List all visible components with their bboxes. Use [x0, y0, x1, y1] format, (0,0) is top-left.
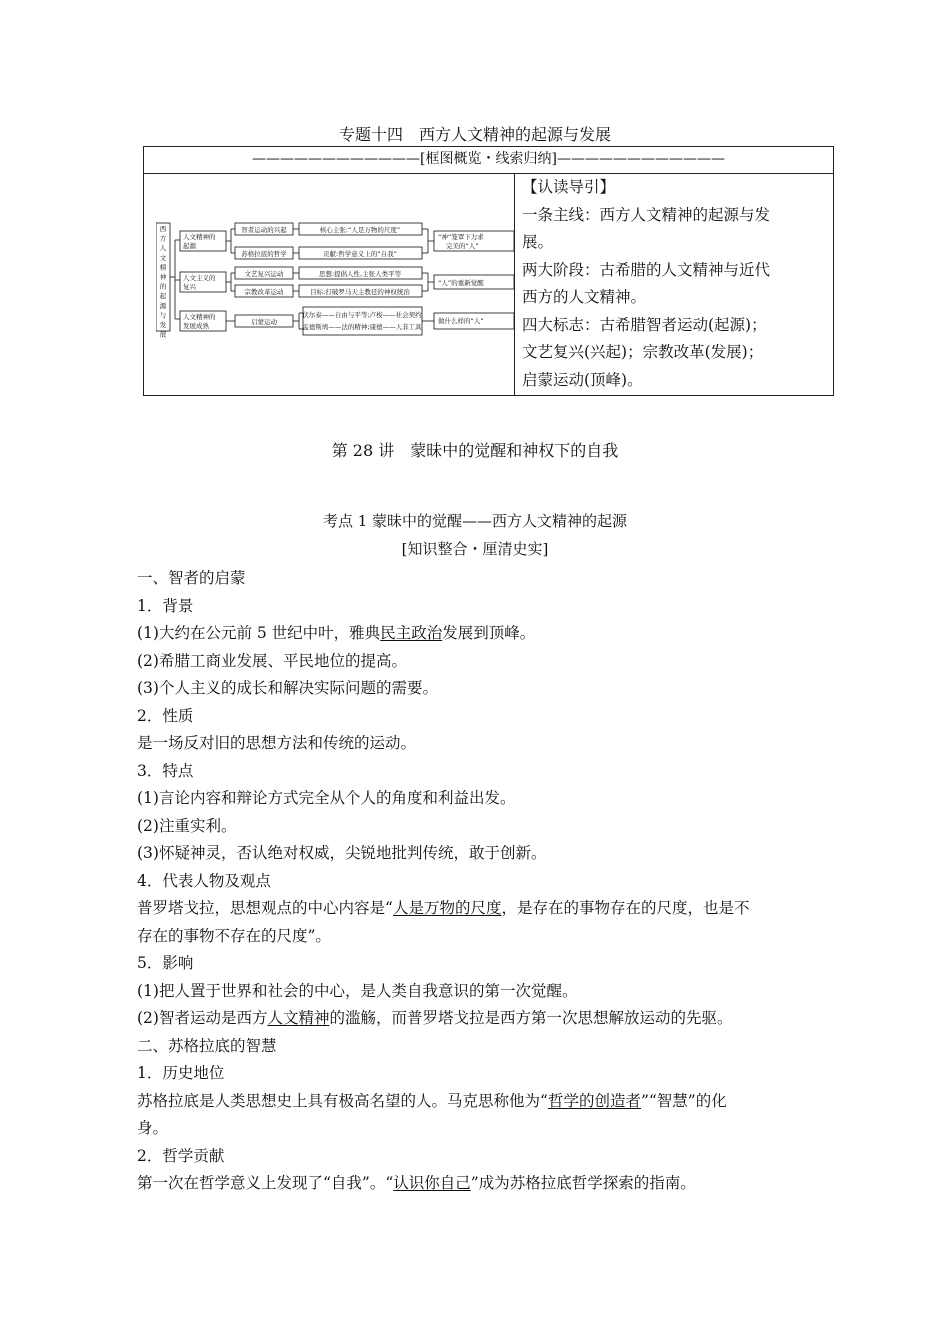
body-line	[137, 593, 817, 621]
framework-diagram-svg	[156, 195, 514, 345]
text-span: 2．性质	[137, 706, 194, 725]
diagram-root-char: 神	[159, 273, 167, 281]
diagram-item-detail: 目标:打破罗马天主教廷的神权统治	[310, 288, 410, 296]
text-span: 3．特点	[137, 761, 194, 780]
text-span: (2)希腊工商业发展、平民地位的提高。	[137, 651, 407, 670]
diagram-item-detail: 贡献:哲学意义上的“自我”	[323, 250, 397, 258]
text-span: 2．哲学贡献	[137, 1146, 225, 1165]
diagram-root-char: 西	[159, 225, 167, 233]
guide-line: 四大标志：古希腊智者运动(起源)；	[522, 315, 767, 334]
text-span: 是一场反对旧的思想方法和传统的运动。	[137, 734, 417, 752]
diagram-stage-label: 人文精神的	[183, 233, 216, 241]
body-line	[137, 620, 817, 648]
subsection-title: [知识整合・厘清史实]	[401, 540, 549, 558]
diagram-root-char: 人	[159, 244, 167, 253]
body-line	[137, 1088, 817, 1116]
diagram-root-char: 与	[159, 311, 167, 320]
topic-title: 专题十四 西方人文精神的起源与发展	[338, 125, 611, 144]
diagram-stage-label: 人文精神的	[183, 313, 216, 321]
box-header: ————————————[框图概览・线索归纳]————————————	[144, 147, 833, 174]
diagram-root-char: 展	[159, 330, 167, 339]
diagram-root-char: 起	[159, 292, 167, 301]
body-line	[137, 978, 817, 1006]
body-content	[137, 565, 817, 1198]
text-span: (3)个人主义的成长和解决实际问题的需要。	[137, 679, 438, 697]
text-span: 二、苏格拉底的智慧	[137, 1036, 277, 1055]
text-span: (2)智者运动是西方	[137, 1009, 268, 1027]
reading-guide	[522, 174, 827, 394]
diagram-stage-label: 起源	[183, 242, 196, 250]
body-line	[137, 950, 817, 978]
section-title: 考点 1 蒙昧中的觉醒——西方人文精神的起源	[322, 512, 628, 530]
body-line	[137, 840, 817, 868]
body-line	[137, 868, 817, 896]
diagram-root-char: 发	[159, 321, 167, 329]
diagram-item-name: 启蒙运动	[251, 318, 277, 326]
diagram-result: 完美的“人”	[446, 242, 479, 250]
guide-line: 文艺复兴(兴起)；宗教改革(发展)；	[522, 343, 764, 361]
text-span: (1)把人置于世界和社会的中心，是人类自我意识的第一次觉醒。	[137, 981, 578, 1000]
body-line	[137, 1060, 817, 1088]
text-span: 苏格拉底是人类思想史上具有极高名望的人。马克思称他为“	[137, 1091, 548, 1110]
diagram-item-detail: 孟德斯鸠——法的精神;康德——人非工具	[302, 323, 422, 331]
text-span: 一、智者的启蒙	[137, 569, 246, 587]
text-span: ，是存在的事物存在的尺度，也是不	[501, 899, 750, 917]
guide-line: 展。	[522, 233, 554, 251]
text-span: (1)大约在公元前 5 世纪中叶，雅典	[137, 624, 381, 642]
diagram-root-char: 精	[159, 263, 167, 272]
body-line	[137, 675, 817, 703]
body-line	[137, 813, 817, 841]
text-span: (2)注重实利。	[137, 816, 237, 835]
diagram-item-detail: 核心主张:“人是万物的尺度”	[319, 226, 401, 234]
diagram-result: 做什么样的“人”	[438, 317, 484, 325]
diagram-item-name: 智者运动的兴起	[241, 226, 287, 234]
body-line	[137, 703, 817, 731]
text-span: 第一次在哲学意义上发现了“自我”。“	[137, 1174, 394, 1192]
body-line	[137, 648, 817, 676]
text-span: (3)怀疑神灵，否认绝对权威，尖锐地批判传统，敢于创新。	[137, 844, 547, 862]
diagram-root-char: 源	[159, 301, 167, 310]
diagram-stage-label: 发展成熟	[183, 322, 209, 330]
guide-line: 西方的人文精神。	[522, 288, 647, 306]
lecture-title: 第 28 讲 蒙昧中的觉醒和神权下的自我	[331, 441, 619, 460]
guide-line: 一条主线：西方人文精神的起源与发	[522, 205, 771, 224]
text-span: 4．代表人物及观点	[137, 871, 271, 890]
text-span: 身。	[137, 1119, 169, 1137]
text-span: 普罗塔戈拉，思想观点的中心内容是“	[137, 899, 393, 917]
text-span: 1．背景	[137, 596, 194, 615]
text-span: 存在的事物不存在的尺度”。	[137, 926, 331, 945]
diagram-root-char: 方	[159, 234, 167, 243]
text-span: 的滥觞，而普罗塔戈拉是西方第一次思想解放运动的先驱。	[329, 1009, 733, 1027]
diagram-root-char: 的	[159, 282, 167, 291]
body-line	[137, 565, 817, 593]
diagram-root-char: 文	[159, 253, 167, 262]
text-span: (1)言论内容和辩论方式完全从个人的角度和利益出发。	[137, 789, 516, 807]
underlined-term: 哲学的创造者	[547, 1091, 641, 1110]
body-line	[137, 758, 817, 786]
diagram-item-detail: 伏尔泰——自由与平等;卢梭——社会契约	[302, 311, 422, 319]
body-line	[137, 923, 817, 951]
diagram-result: “神”笼罩下力求	[438, 233, 484, 241]
guide-line: 两大阶段：古希腊的人文精神与近代	[522, 260, 771, 279]
guide-line: 启蒙运动(顶峰)。	[522, 370, 643, 389]
diagram-item-name: 文艺复兴运动	[244, 270, 284, 278]
diagram-item-name: 宗教改革运动	[244, 288, 284, 296]
body-line	[137, 730, 817, 758]
text-span: ”“智慧”的化	[640, 1091, 727, 1110]
diagram-stage-label: 人文主义的	[183, 274, 216, 282]
text-span: 5．影响	[137, 954, 194, 972]
body-line	[137, 1143, 817, 1171]
body-line	[137, 1170, 817, 1198]
summary-box	[143, 146, 834, 396]
underlined-term: 认识你自己	[393, 1174, 471, 1192]
underlined-term: 人是万物的尺度	[392, 899, 502, 917]
body-line	[137, 895, 817, 923]
body-line	[137, 1033, 817, 1061]
underlined-term: 民主政治	[380, 624, 443, 642]
underlined-term: 人文精神	[267, 1009, 330, 1027]
guide-heading: 【认读导引】	[522, 178, 616, 196]
diagram-result: “人”的重新觉醒	[438, 279, 484, 287]
diagram-item-name: 苏格拉底的哲学	[241, 250, 287, 258]
body-line	[137, 785, 817, 813]
body-line	[137, 1115, 817, 1143]
text-span: 发展到顶峰。	[442, 624, 536, 642]
text-span: 1．历史地位	[137, 1064, 225, 1082]
text-span: ”成为苏格拉底哲学探索的指南。	[470, 1174, 696, 1192]
diagram-stage-label: 复兴	[183, 283, 196, 291]
body-line	[137, 1005, 817, 1033]
framework-diagram	[156, 195, 514, 345]
diagram-item-detail: 思想:提倡人性,主张人类平等	[318, 270, 402, 278]
box-divider	[514, 173, 515, 396]
